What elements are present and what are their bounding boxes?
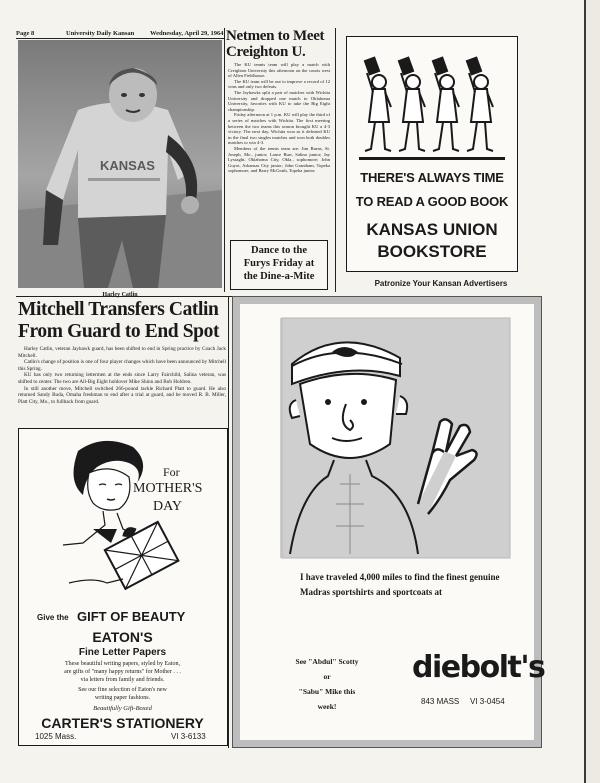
article-paragraph: The KU team will be out to improve a record of 12 wins and only two defeats. [228, 78, 330, 90]
tennis-headline-line-1: Netmen to Meet [226, 28, 325, 44]
page-number: Page 8 [16, 30, 35, 37]
header-rule [16, 38, 224, 39]
issue-date: Wednesday, April 29, 1964 [150, 30, 224, 37]
mitchell-headline-line-1: Mitchell Transfers Catlin [18, 299, 219, 320]
jersey-text: KANSAS [100, 158, 155, 173]
salesmen-line: See "Abdul" Scotty [295, 657, 359, 666]
bookstore-slogan-1: THERE'S ALWAYS TIME [360, 170, 504, 185]
tennis-headline [226, 28, 330, 60]
carters-stationery: CARTER'S STATIONERY [41, 715, 204, 731]
eatons-brand: EATON'S [92, 629, 153, 645]
selection-note: writing paper fashions. [94, 695, 151, 701]
diebolts-copy: I have traveled 4,000 miles to find the finest genuine Madras sportshirts and sportcoats at [300, 572, 500, 597]
article-paragraph: KU has only two returning lettermen at the ends since Larry Fairchild, Salina veteran, was shifted to center. The two are All-Big Eight holdover Mike Shinn and Bob Holdren. [18, 372, 226, 385]
adjacent-page-edge [584, 0, 600, 783]
dance-line-1: Dance to the [251, 245, 307, 256]
salesmen-line: week! [317, 702, 337, 711]
mothers-day-day: DAY [153, 499, 183, 514]
paper-name: University Daily Kansan [66, 30, 135, 37]
bookstore-name-1: KANSAS UNION [366, 220, 498, 239]
mitchell-headline-line-2: From Guard to End Spot [18, 321, 220, 342]
patronize-banner: Patronize Your Kansan Advertisers [374, 279, 508, 288]
gift-boxed-note: Beautifully Gift-Boxed [93, 705, 152, 712]
reader-figure-icon [467, 58, 493, 151]
mothers-day-mothers: MOTHER'S [133, 481, 203, 496]
fine-letter-papers: Fine Letter Papers [78, 647, 167, 658]
ad-description: These beautiful writing papers, styled by Eaton, [65, 661, 180, 667]
diebolts-salesmen [262, 654, 392, 714]
bookstore-ad [346, 36, 518, 272]
photo-caption: Harley Catlin [102, 292, 138, 298]
salesmen-line: "Sabu" Mike this [298, 687, 356, 696]
tennis-headline-line-2: Creighton U. [226, 44, 306, 60]
column-rule [228, 296, 229, 748]
reader-figure-icon [433, 58, 459, 151]
dance-line-3: the Dine-a-Mite [243, 271, 315, 282]
mothers-day-ad [18, 428, 228, 746]
ad-description: are gifts of "many happy returns" for Mother . . . [64, 669, 181, 675]
gift-prefix: Give the [37, 613, 69, 622]
reader-figure-icon [365, 58, 391, 151]
article-paragraph: The Jayhawks split a pair of matches with Wichita University and dropped one match to Oklahoma University, favorites with KU to take the Big Eight championship. [228, 89, 330, 112]
mothers-day-for: For [163, 465, 180, 479]
tennis-article-body [228, 62, 330, 174]
article-paragraph: In still another move, Mitchell switched 266-pound tackle Richard Platt to guard. He also returned Sandy Buda, Omaha freshman to end after a trial at guard, and he moved R. B. Miller, Platt City, Mo., to fullback from guard. [18, 385, 226, 405]
bookstore-slogan-2: TO READ A GOOD BOOK [355, 194, 509, 209]
article-paragraph: The KU tennis team will play a match with Creighton University this afternoon on the courts west of Allen Fieldhouse. [228, 62, 330, 79]
article-paragraph: Members of the tennis team are: Jim Burns, St. Joseph, Mo., junior; Lance Burr, Salina junior; Jay Lyssaght, Oklahoma City, Okla., sophomore; John Guyot, Arkansas City junior; John Grantham, Topeka sophomore, and Barry McGrath, Topeka junior. [228, 145, 330, 174]
selection-note: See our fine selection of Eaton's new [78, 687, 167, 693]
dance-notice-box [230, 240, 328, 290]
article-paragraph: Catlin's change of position is one of four player changes which have been announced by Mitchell this Spring. [18, 359, 226, 372]
column-rule [335, 28, 336, 292]
salesmen-line: or [323, 672, 331, 681]
gift-of-beauty: GIFT OF BEAUTY [77, 609, 186, 624]
diebolts-address: 843 MASS [421, 697, 460, 706]
readers-illustration [347, 37, 516, 167]
mitchell-headline [18, 299, 228, 343]
article-paragraph: Harley Catlin, veteran Jayhawk guard, has been shifted to end in Spring practice by Coach Jack Mitchell. [18, 346, 226, 359]
player-photo [18, 40, 222, 288]
bookstore-name-2: BOOKSTORE [377, 242, 487, 261]
ad-description: via letters from family and friends. [80, 677, 165, 683]
diebolts-logo: diebolt's [412, 650, 545, 685]
mitchell-article-body [18, 346, 226, 405]
article-paragraph: Friday afternoon at 1 p.m. KU will play the third of a series of matches with Wichita. The first meeting between the two teams this season brought KU a 4-3 victory. The next day, Wichita won as it defeated KU in the final two singles matches and won both doubles matches to win 4-3. [228, 112, 330, 146]
dance-line-2: Furys Friday at [243, 258, 315, 269]
diebolts-phone: VI 3-0454 [470, 697, 505, 706]
store-address: 1025 Mass. [35, 732, 77, 741]
column-rule [224, 28, 225, 292]
turbaned-man-illustration [240, 304, 534, 564]
reader-figure-icon [399, 58, 425, 151]
football-player-image [18, 40, 222, 288]
store-phone: VI 3-6133 [171, 732, 206, 741]
